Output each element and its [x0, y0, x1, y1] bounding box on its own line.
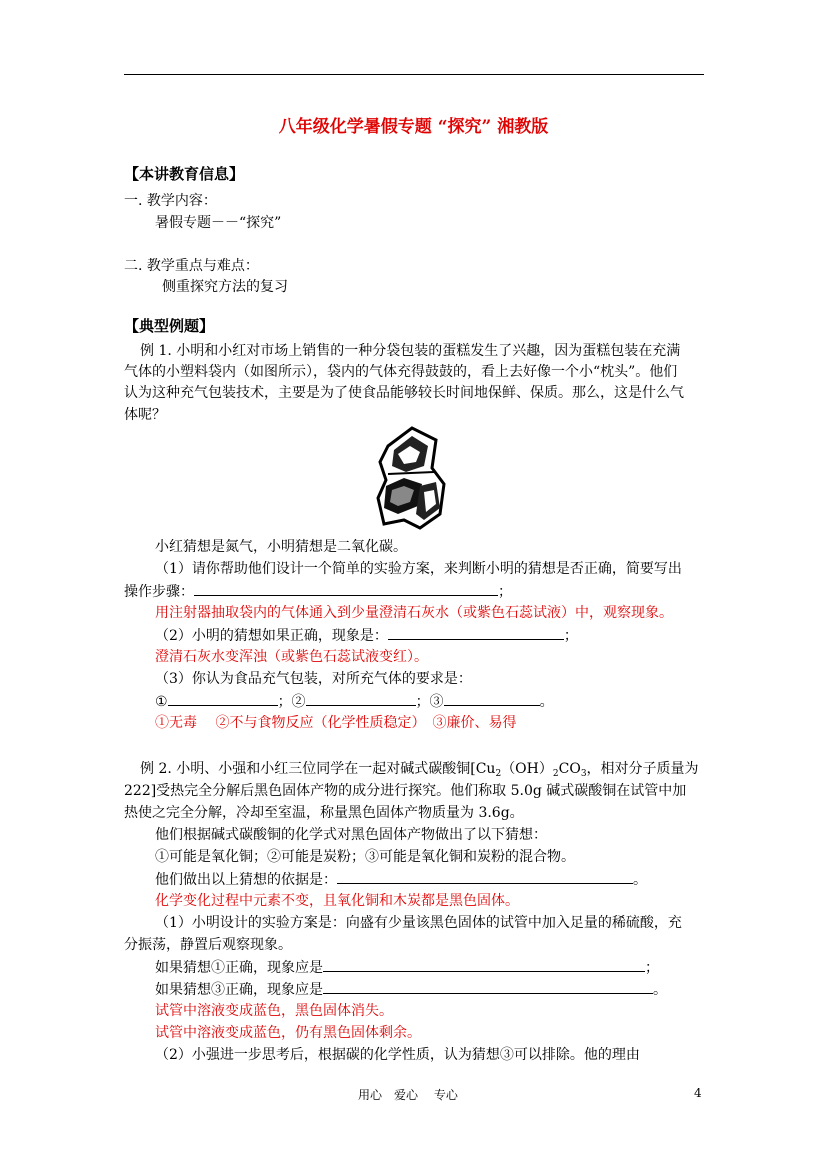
ex1-q3-num-2: ；②	[277, 694, 306, 710]
ex2-q1c-end: ；	[645, 960, 659, 976]
ex2-q1d-blank[interactable]	[323, 979, 653, 994]
ex1-question-3-blanks	[155, 691, 554, 712]
ex2-para-2: 222]受热完全分解后黑色固体产物的成分进行探究。他们称取 5.0g 碱式碳酸铜在试管中加	[124, 783, 687, 799]
page-number: 4	[694, 1086, 702, 1100]
ex2-p1-part-d: ，相对分子质量为	[586, 761, 699, 777]
ex2-p6-label: 他们做出以上猜想的依据是：	[155, 872, 337, 888]
ex2-para-5: ①可能是氧化铜；②可能是炭粉；③可能是氧化铜和炭粉的混合物。	[155, 849, 575, 865]
ex1-question-1a: （1）请你帮助他们设计一个简单的实验方案，来判断小明的猜想是否正确，简要写出	[155, 561, 682, 577]
ex1-q1-blank[interactable]	[194, 581, 498, 596]
ex1-q3-num-1: ①	[155, 694, 168, 710]
ex2-sub-1: 2	[495, 769, 502, 779]
item-2-text: 侧重探究方法的复习	[162, 279, 288, 295]
ex2-p1-part-b: （OH）	[501, 761, 553, 777]
ex2-para-3: 热使之完全分解，冷却至室温，称量黑色固体产物质量为 3.6g。	[124, 805, 524, 821]
ex1-question-3: （3）你认为食品充气包装，对所充气体的要求是：	[155, 671, 472, 687]
ex1-q1-end: ；	[498, 584, 512, 600]
ex2-question-1b: 分振荡，静置后观察现象。	[124, 937, 292, 953]
ex2-answer-3: 试管中溶液变成蓝色，仍有黑色固体剩余。	[155, 1025, 421, 1041]
ex2-question-1a: （1）小明设计的实验方案是：向盛有少量该黑色固体的试管中加入足量的稀硫酸，充	[155, 915, 682, 931]
ex2-para-4: 他们根据碱式碳酸铜的化学式对黑色固体产物做出了以下猜想：	[155, 827, 547, 843]
ex2-question-2: （2）小强进一步思考后，根据碳的化学性质，认为猜想③可以排除。他的理由	[155, 1047, 640, 1063]
ex1-q3-blank-2[interactable]	[306, 691, 416, 706]
ex1-q2-end: ；	[563, 628, 578, 644]
ex2-answer-1: 化学变化过程中元素不变，且氧化铜和木炭都是黑色固体。	[155, 893, 519, 909]
item-1-text: 暑假专题－－“探究”	[155, 215, 282, 231]
footer-text: 用心 爱心 专心	[358, 1088, 458, 1102]
ex1-q3-blank-1[interactable]	[168, 691, 278, 706]
ex1-para-2: 气体的小塑料袋内（如图所示），袋内的气体充得鼓鼓的，看上去好像一个小“枕头”。他们	[124, 364, 678, 380]
section-heading-info: 【本讲教育信息】	[124, 165, 245, 183]
ex2-p6-end: 。	[633, 872, 647, 888]
ex2-q1c-label: 如果猜想①正确，现象应是	[155, 960, 323, 976]
ex2-q1d-end: 。	[653, 982, 667, 998]
ex2-para-6	[155, 869, 647, 890]
ex1-q3-end: 。	[539, 694, 554, 710]
item-1-label: 一. 教学内容：	[124, 193, 217, 209]
ex2-sub-2: 2	[552, 769, 559, 779]
ex1-q3-num-3: ；③	[415, 694, 444, 710]
section-heading-examples: 【典型例题】	[124, 317, 215, 335]
ex1-para-4: 体呢？	[124, 407, 166, 423]
item-2-label: 二. 教学重点与难点：	[124, 258, 259, 274]
ex2-sub-3: 3	[580, 769, 587, 779]
ex2-question-1c	[155, 957, 659, 978]
page-title: 八年级化学暑假专题 “探究” 湘教版	[278, 117, 549, 137]
ex2-answer-2: 试管中溶液变成蓝色，黑色固体消失。	[155, 1003, 393, 1019]
ex2-q1d-label: 如果猜想③正确，现象应是	[155, 982, 323, 998]
ex2-p1-part-c: CO	[558, 761, 581, 777]
ex2-p6-blank[interactable]	[337, 869, 633, 884]
ex1-q2-blank[interactable]	[388, 625, 564, 640]
ex2-p1-part-a: 例 2. 小明、小强和小红三位同学在一起对碱式碳酸铜[Cu	[140, 761, 496, 777]
ex1-q1-label: 操作步骤：	[124, 584, 194, 600]
ex1-question-1b	[124, 581, 512, 602]
ex1-question-2	[155, 625, 578, 646]
cake-bags-image	[374, 424, 450, 532]
ex1-answer-2: 澄清石灰水变浑浊（或紫色石蕊试液变红）。	[155, 649, 428, 665]
ex1-answer-3: ①无毒 ②不与食物反应（化学性质稳定） ③廉价、易得	[155, 715, 517, 731]
ex1-answer-1: 用注射器抽取袋内的气体通入到少量澄清石灰水（或紫色石蕊试液）中，观察现象。	[155, 605, 673, 621]
ex1-para-1: 例 1. 小明和小红对市场上销售的一种分袋包装的蛋糕发生了兴趣，因为蛋糕包装在充满	[140, 343, 681, 359]
ex2-question-1d	[155, 979, 667, 1000]
header-rule	[124, 74, 704, 75]
ex1-q3-blank-3[interactable]	[444, 691, 540, 706]
ex1-guess: 小红猜想是氮气，小明猜想是二氧化碳。	[155, 539, 407, 555]
ex1-para-3: 认为这种充气包装技术，主要是为了使食品能够较长时间地保鲜、保质。那么，这是什么气	[124, 385, 684, 401]
ex1-q2-label: （2）小明的猜想如果正确，现象是：	[155, 628, 388, 644]
ex2-q1c-blank[interactable]	[323, 957, 645, 972]
